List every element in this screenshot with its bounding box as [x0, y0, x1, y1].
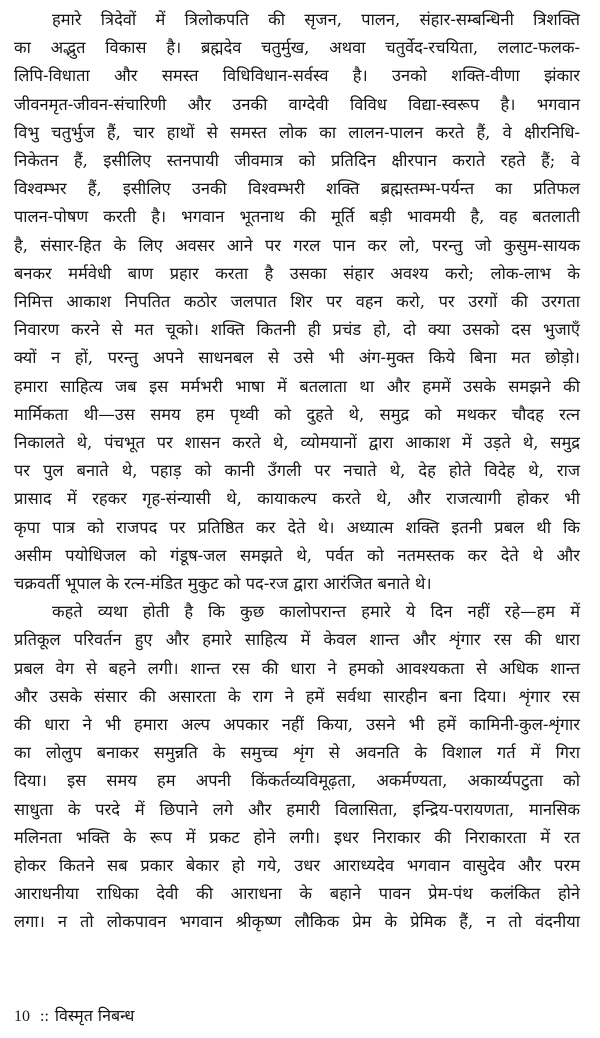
paragraph-1-line: निवारण करने से मत चूको। शक्ति कितनी ही प्रचंड हो, दो क्या उसको दस भुजाएँ [14, 320, 580, 340]
paragraph-1-line: बनकर मर्मवेधी बाण प्रहार करता है उसका संहार अवश्य करो; लोक-लाभ के [14, 263, 580, 283]
paragraph-2-line: का लोलुप बनाकर समुन्नति के समुच्च शृंग से अवनति के विशाल गर्त में गिरा [14, 743, 580, 763]
paragraph-1-line: चक्रवर्ती भूपाल के रत्न-मंडित मुकुट को पद-रज द्वारा आरंजित बनाते थे। [14, 574, 432, 593]
paragraph-2-line: लगा। न तो लोकपावन भगवान श्रीकृष्ण लौकिक प्रेम के प्रेमिक हैं, न तो वंदनीया [14, 912, 580, 932]
paragraph-1-line: निकालते थे, पंचभूत पर शासन करते थे, व्योमयानों द्वारा आकाश में उड़ते थे, समुद्र [14, 433, 580, 452]
paragraph-2-line: दिया। इस समय हम अपनी किंकर्तव्यविमूढ़ता, अकर्मण्यता, अकार्य्यपटुता को [14, 771, 580, 791]
paragraph-1-line: लिपि-विधाता और समस्त विधिविधान-सर्वस्व है। उनको शक्ति-वीणा झंकार [14, 66, 580, 86]
paragraph-1-line: निमित्त आकाश निपतित कठोर जलपात शिर पर वहन करो, पर उरगों की उरगता [14, 292, 580, 311]
page-footer [14, 1005, 134, 1028]
paragraph-1-line: कृपा पात्र को राजपद पर प्रतिष्ठित कर देते थे। अध्यात्म शक्ति इतनी प्रबल थी कि [14, 517, 580, 537]
paragraph-1-line: असीम पयोधिजल को गंडूष-जल समझते थे, पर्वत को नतमस्तक कर देते थे और [14, 545, 580, 565]
paragraph-2-line: कहते व्यथा होती है कि कुछ कालोपरान्त हमारे ये दिन नहीं रहे—हम में [52, 602, 580, 622]
page-number: 10 [14, 1008, 30, 1025]
paragraph-1-line: हमारे त्रिदेवों में त्रिलोकपति की सृजन, पालन, संहार-सम्बन्धिनी त्रिशक्ति [52, 10, 580, 29]
paragraph-1-line: क्यों न हों, परन्तु अपने साधनबल से उसे भी अंग-मुक्त किये बिना मत छोड़ो। [14, 348, 580, 368]
running-title: विस्मृत निबन्ध [54, 1006, 135, 1025]
footer-separator: :: [40, 1008, 49, 1025]
paragraph-2-line: की धारा ने भी हमारा अल्प अपकार नहीं किया, उसने भी हमें कामिनी-कुल-शृंगार [14, 715, 580, 734]
paragraph-1-line: पर पुल बनाते थे, पहाड़ को कानी उँगली पर नचाते थे, देह होते विदेह थे, राज [14, 461, 580, 481]
paragraph-1-line: हमारा साहित्य जब इस मर्मभरी भाषा में बतलाता था और हममें उसके समझने की [14, 376, 580, 396]
paragraph-2-line: आराधनीया राधिका देवी की आराधना के बहाने पावन प्रेम-पंथ कलंकित होने [14, 884, 580, 904]
paragraph-1-line: जीवनमृत-जीवन-संचारिणी और उनकी वाग्देवी विविध विद्या-स्वरूप है। भगवान [14, 94, 580, 114]
paragraph-1-line: है, संसार-हित के लिए अवसर आने पर गरल पान कर लो, परन्तु जो कुसुम-सायक [14, 235, 580, 255]
paragraph-1-line: विश्वम्भर हैं, इसीलिए उनकी विश्वम्भरी शक्ति ब्रह्मस्तम्भ-पर्यन्त का प्रतिफल [14, 179, 580, 199]
paragraph-1-line: निकेतन हैं, इसीलिए स्तनपायी जीवमात्र को प्रतिदिन क्षीरपान कराते रहते हैं; वे [14, 151, 580, 170]
paragraph-1-line: मार्मिकता थी—उस समय हम पृथ्वी को दुहते थे, समुद्र को मथकर चौदह रत्न [14, 404, 580, 424]
paragraph-1-line: का अद्भुत विकास है। ब्रह्मदेव चतुर्मुख, अथवा चतुर्वेद-रचयिता, ललाट-फलक- [14, 38, 580, 58]
paragraph-1-line: विभु चतुर्भुज हैं, चार हाथों से समस्त लोक का लालन-पालन करते हैं, वे क्षीरनिधि- [14, 122, 580, 142]
paragraph-2-line: होकर कितने सब प्रकार बेकार हो गये, उधर आराध्यदेव भगवान वासुदेव और परम [14, 856, 580, 875]
paragraph-1-line: पालन-पोषण करती है। भगवान भूतनाथ की मूर्ति बड़ी भावमयी है, वह बतलाती [14, 207, 580, 227]
paragraph-2-line: साधुता के परदे में छिपाने लगे और हमारी विलासिता, इन्द्रिय-परायणता, मानसिक [14, 799, 580, 819]
paragraph-2-line: मलिनता भक्ति के रूप में प्रकट होने लगी। इधर निराकार की निराकारता में रत [14, 827, 580, 847]
paragraph-2-line: प्रतिकूल परिवर्तन हुए और हमारे साहित्य में केवल शान्त और शृंगार रस की धारा [14, 630, 580, 650]
paragraph-2-line: प्रबल वेग से बहने लगी। शान्त रस की धारा ने हमको आवश्यकता से अधिक शान्त [14, 658, 580, 678]
paragraph-1-line: प्रासाद में रहकर गृह-संन्यासी थे, कायाकल्प करते थे, और राजत्यागी होकर भी [14, 489, 580, 509]
paragraph-2-line: और उसके संसार की असारता के राग ने हमें सर्वथा सारहीन बना दिया। शृंगार रस [14, 686, 580, 706]
